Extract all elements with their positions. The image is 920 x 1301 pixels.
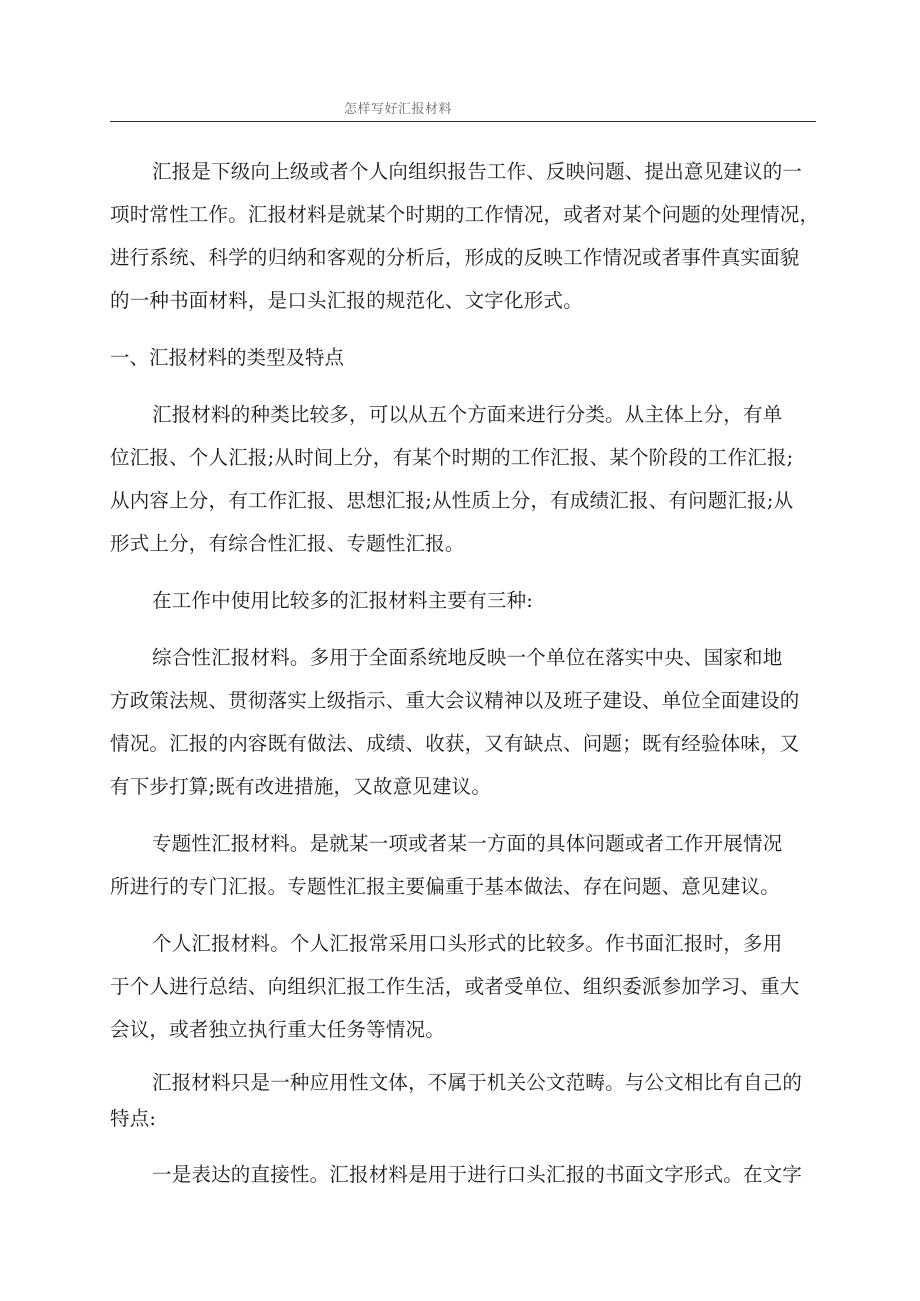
text-line: 位汇报、个人汇报;从时间上分，有某个时期的工作汇报、某个阶段的工作汇报;	[110, 446, 794, 469]
text-line: 汇报材料只是一种应用性文体，不属于机关公文范畴。与公文相比有自己的	[152, 1071, 803, 1094]
document-body	[110, 150, 820, 1210]
header-title: 怎样写好汇报材料	[344, 102, 453, 117]
text-line: 的一种书面材料，是口头汇报的规范化、文字化形式。	[110, 289, 583, 312]
section-heading: 一、汇报材料的类型及特点	[110, 346, 345, 369]
text-line: 方政策法规、贯彻落实上级指示、重大会议精神以及班子建设、单位全面建设的	[110, 689, 800, 712]
text-line: 专题性汇报材料。是就某一项或者某一方面的具体问题或者工作开展情况	[152, 832, 783, 855]
text-line: 形式上分，有综合性汇报、专题性汇报。	[110, 532, 465, 555]
paragraph-personal	[110, 922, 820, 1051]
text-line: 进行系统、科学的归纳和客观的分析后，形成的反映工作情况或者事件真实面貌	[110, 246, 800, 269]
paragraph-special-topic	[110, 822, 820, 908]
text-line: 会议，或者独立执行重大任务等情况。	[110, 1018, 445, 1041]
text-line: 在工作中使用比较多的汇报材料主要有三种:	[152, 589, 534, 612]
paragraph-intro	[110, 150, 820, 322]
paragraph-comprehensive	[110, 636, 820, 808]
text-line: 从内容上分，有工作汇报、思想汇报;从性质上分，有成绩汇报、有问题汇报;从	[110, 489, 794, 512]
text-line: 一是表达的直接性。汇报材料是用于进行口头汇报的书面文字形式。在文字	[152, 1163, 803, 1186]
paragraph-three-kinds	[110, 579, 820, 622]
paragraph-features	[110, 1065, 820, 1137]
text-line: 情况。汇报的内容既有做法、成绩、收获，又有缺点、问题；既有经验体味，又	[110, 732, 800, 755]
text-line: 汇报是下级向上级或者个人向组织报告工作、反映问题、提出意见建议的一	[152, 160, 803, 183]
text-line: 有下步打算;既有改进措施，又故意见建议。	[110, 775, 492, 798]
paragraph-types	[110, 393, 820, 565]
text-line: 汇报材料的种类比较多，可以从五个方面来进行分类。从主体上分，有单	[152, 403, 783, 426]
text-line: 项时常性工作。汇报材料是就某个时期的工作情况，或者对某个问题的处理情况，	[110, 203, 820, 226]
paragraph-directness	[110, 1153, 820, 1196]
text-line: 综合性汇报材料。多用于全面系统地反映一个单位在落实中央、国家和地	[152, 646, 783, 669]
text-line: 个人汇报材料。个人汇报常采用口头形式的比较多。作书面汇报时，多用	[152, 932, 783, 955]
text-line: 所进行的专门汇报。专题性汇报主要偏重于基本做法、存在问题、意见建议。	[110, 875, 780, 898]
running-header	[110, 101, 816, 122]
text-line: 于个人进行总结、向组织汇报工作生活，或者受单位、组织委派参加学习、重大	[110, 975, 800, 998]
text-line: 特点:	[110, 1107, 157, 1130]
